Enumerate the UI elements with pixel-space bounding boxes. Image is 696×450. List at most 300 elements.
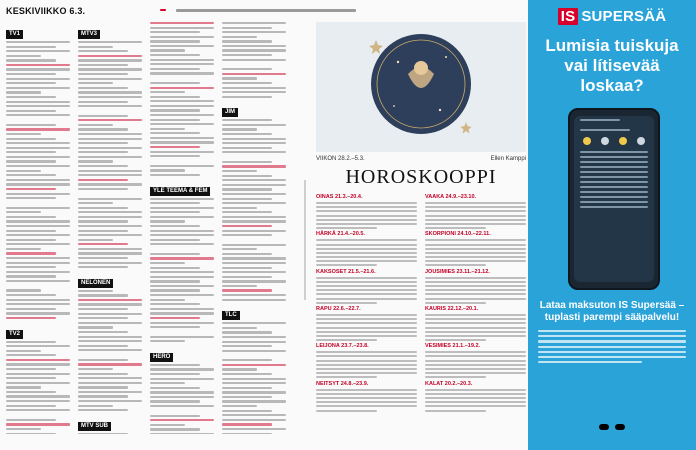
- horoscope-signs: [316, 194, 526, 430]
- listing-text-line: [222, 299, 286, 301]
- listing-text-line: [150, 114, 214, 116]
- listing-text-line: [150, 294, 214, 296]
- listing-text-line: [6, 391, 56, 393]
- listing-text-line: [150, 373, 200, 375]
- horoscope-text-line: [316, 322, 417, 324]
- listing-text-line: [78, 211, 142, 213]
- listing-text-line: [222, 248, 257, 250]
- listing-text-line: [150, 109, 200, 111]
- listing-text-line: [6, 312, 70, 314]
- listing-text-line: [222, 96, 272, 98]
- listing-text-line: [150, 72, 214, 74]
- listing-text-line: [78, 41, 142, 43]
- listing-text-line: [150, 312, 214, 314]
- listing-text-line: [6, 73, 56, 75]
- channel-heading: MTV SUB: [78, 422, 111, 431]
- google-play-badge[interactable]: [615, 424, 625, 430]
- listing-text-line: [222, 285, 257, 287]
- listing-text-line: [78, 138, 142, 140]
- listing-text-line: [78, 409, 128, 411]
- channel-heading: TV2: [6, 330, 23, 339]
- listing-text-line: [6, 234, 70, 236]
- listing-text-line: [6, 188, 56, 190]
- listing-text-line: [78, 198, 142, 200]
- listing-text-line: [78, 262, 142, 264]
- listing-text-line: [150, 137, 214, 139]
- listing-text-line: [78, 165, 128, 167]
- horoscope-text-line: [425, 244, 526, 246]
- listing-text-line: [6, 368, 56, 370]
- listing-text-line: [6, 183, 70, 185]
- listing-text-line: [78, 55, 142, 57]
- horoscope-text-line: [316, 376, 377, 378]
- horoscope-text-line: [425, 318, 526, 320]
- listing-text-line: [6, 156, 70, 158]
- listing-text-line: [150, 27, 214, 29]
- listing-text-line: [150, 54, 200, 56]
- horoscope-text-line: [316, 302, 377, 304]
- listing-text-line: [150, 322, 214, 324]
- listing-text-line: [150, 146, 200, 148]
- listing-text-line: [222, 73, 286, 75]
- listing-text-line: [150, 100, 214, 102]
- listing-text-line: [150, 132, 200, 134]
- listing-spacer: [78, 193, 142, 198]
- horoscope-text-line: [316, 252, 417, 254]
- listing-text-line: [222, 40, 272, 42]
- horoscope-week: VIIKON 28.2.–5.3.: [316, 156, 365, 162]
- channel-heading: YLE TEEMA & FEM: [150, 187, 210, 196]
- listing-text-line: [6, 151, 56, 153]
- listing-text-line: [78, 91, 142, 93]
- horoscope-text-line: [316, 244, 417, 246]
- listing-text-line: [150, 128, 185, 130]
- listing-text-line: [6, 220, 70, 222]
- horoscope-text-line: [425, 368, 526, 370]
- listing-text-line: [78, 373, 128, 375]
- listing-text-line: [222, 151, 286, 153]
- horoscope-text-line: [425, 256, 526, 258]
- listing-text-line: [78, 128, 128, 130]
- listing-text-line: [150, 105, 214, 107]
- channel-heading: JIM: [222, 108, 238, 117]
- horoscope-text-line: [425, 264, 486, 266]
- listing-text-line: [6, 41, 70, 43]
- listing-text-line: [6, 308, 56, 310]
- listing-text-line: [78, 183, 142, 185]
- listing-text-line: [6, 82, 56, 84]
- sign-heading: KALAT 20.2.–20.3.: [425, 380, 473, 387]
- brand-badge: IS: [558, 8, 579, 25]
- listing-text-line: [150, 59, 214, 61]
- listing-text-line: [6, 248, 41, 250]
- listing-text-line: [222, 387, 272, 389]
- listing-text-line: [78, 433, 128, 434]
- horoscope-text-line: [425, 351, 526, 353]
- horoscope-text-line: [316, 339, 377, 341]
- horoscope-text-line: [316, 351, 417, 353]
- listing-text-line: [222, 382, 286, 384]
- horoscope-text-line: [425, 289, 526, 291]
- listing-text-line: [222, 368, 257, 370]
- ad-headline: Lumisia tuiskuja vai lítisevää loskaa?: [545, 36, 679, 95]
- listing-text-line: [222, 202, 286, 204]
- channel-heading: TLC: [222, 311, 240, 320]
- listing-text-line: [78, 395, 128, 397]
- listing-text-line: [6, 138, 56, 140]
- horoscope-text-line: [316, 364, 417, 366]
- horoscope-text-line: [425, 219, 526, 221]
- listing-text-line: [222, 336, 286, 338]
- horoscope-text-line: [316, 401, 417, 403]
- listing-text-line: [150, 45, 214, 47]
- listing-text-line: [150, 280, 200, 282]
- listing-text-line: [222, 36, 257, 38]
- horoscope-text-line: [425, 393, 526, 395]
- listing-text-line: [6, 428, 41, 430]
- ad-brand: [528, 8, 696, 25]
- listing-text-line: [150, 391, 214, 393]
- listing-text-line: [222, 396, 272, 398]
- listing-text-line: [222, 68, 272, 70]
- vertical-print-note: [302, 180, 308, 300]
- cloud-icon: [601, 137, 609, 145]
- horoscope-text-line: [425, 260, 526, 262]
- listing-text-line: [78, 147, 142, 149]
- listing-text-line: [6, 252, 56, 254]
- listing-spacer: [78, 110, 142, 115]
- listing-text-line: [78, 78, 142, 80]
- listing-text-line: [150, 151, 214, 153]
- horoscope-text-line: [425, 331, 526, 333]
- listing-text-line: [222, 198, 272, 200]
- listing-text-line: [222, 341, 286, 343]
- app-store-badge[interactable]: [599, 424, 609, 430]
- listing-text-line: [222, 59, 286, 61]
- sign-heading: OINAS 21.3.–20.4.: [316, 194, 363, 200]
- horoscope-text-line: [425, 364, 526, 366]
- listing-text-line: [78, 345, 128, 347]
- listing-text-line: [150, 400, 200, 402]
- horoscope-text-line: [425, 405, 526, 407]
- listing-text-line: [150, 174, 200, 176]
- listing-text-line: [150, 230, 214, 232]
- listing-text-line: [6, 405, 56, 407]
- listing-text-line: [222, 327, 257, 329]
- listing-text-line: [150, 211, 200, 213]
- supersaa-ad[interactable]: [528, 0, 696, 450]
- listing-text-line: [78, 156, 142, 158]
- horoscope-text-line: [425, 206, 526, 208]
- horoscope-text-line: [316, 389, 417, 391]
- horoscope-text-line: [316, 410, 377, 412]
- listing-text-line: [222, 220, 286, 222]
- listing-text-line: [78, 368, 113, 370]
- listing-text-line: [6, 165, 70, 167]
- sign-heading: SKORPIONI 24.10.–22.11.: [425, 231, 491, 238]
- listing-text-line: [78, 230, 128, 232]
- listing-text-line: [222, 423, 272, 425]
- listing-text-line: [222, 128, 257, 130]
- sign-heading: VESIMIES 21.1.–19.2.: [425, 343, 481, 350]
- listing-text-line: [6, 243, 70, 245]
- horoscope-text-line: [425, 389, 526, 391]
- horoscope-text-line: [425, 281, 526, 283]
- horoscope-logo: HOROSKOOPPI: [345, 166, 497, 188]
- listing-text-line: [150, 220, 185, 222]
- horoscope-text-line: [316, 260, 417, 262]
- listing-text-line: [6, 160, 56, 162]
- listing-text-line: [222, 294, 286, 296]
- listing-text-line: [150, 303, 200, 305]
- listing-text-line: [6, 193, 70, 195]
- horoscope-text-line: [425, 210, 526, 212]
- horoscope-section: [316, 22, 526, 437]
- horoscope-text-line: [316, 239, 417, 241]
- horoscope-text-line: [316, 405, 417, 407]
- listing-text-line: [222, 289, 272, 291]
- horoscope-text-line: [316, 264, 377, 266]
- listing-text-line: [150, 424, 185, 426]
- listing-text-line: [150, 234, 214, 236]
- listing-text-line: [6, 91, 41, 93]
- listing-text-line: [6, 294, 56, 296]
- listing-text-line: [222, 280, 286, 282]
- listing-text-line: [6, 275, 56, 277]
- listing-column-3: [150, 22, 214, 434]
- listing-text-line: [78, 68, 142, 70]
- listing-text-line: [6, 289, 41, 291]
- listing-text-line: [6, 433, 56, 434]
- listing-text-line: [78, 239, 113, 241]
- horoscope-text-line: [425, 355, 526, 357]
- listing-text-line: [222, 359, 272, 361]
- listing-text-line: [78, 340, 142, 342]
- listing-text-line: [78, 151, 128, 153]
- horoscope-text-line: [316, 289, 417, 291]
- listing-text-line: [222, 419, 286, 421]
- listing-text-line: [78, 290, 113, 292]
- channel-heading: MTV3: [78, 30, 100, 39]
- listing-text-line: [150, 22, 214, 24]
- horoscope-text-line: [316, 314, 417, 316]
- listing-text-line: [222, 179, 286, 181]
- listing-text-line: [78, 359, 128, 361]
- listing-text-line: [6, 262, 70, 264]
- listing-text-line: [6, 386, 41, 388]
- listing-text-line: [150, 428, 200, 430]
- horoscope-illustration: [316, 22, 526, 152]
- listing-text-line: [150, 82, 200, 84]
- listing-text-line: [222, 82, 272, 84]
- listing-text-line: [150, 433, 214, 434]
- listing-text-line: [6, 373, 70, 375]
- listing-text-line: [6, 142, 70, 144]
- page-title: KESKIVIIKKO 6.3.: [6, 6, 86, 16]
- listing-text-line: [150, 262, 185, 264]
- listing-text-line: [222, 22, 286, 24]
- horoscope-text-line: [425, 239, 526, 241]
- horoscope-text-line: [425, 410, 486, 412]
- ad-body: [538, 330, 686, 366]
- horoscope-text-line: [425, 298, 526, 300]
- horoscope-text-line: [425, 339, 486, 341]
- listing-text-line: [150, 119, 200, 121]
- listing-text-line: [6, 377, 56, 379]
- listing-text-line: [78, 207, 128, 209]
- listing-text-line: [78, 170, 142, 172]
- listing-text-line: [78, 188, 128, 190]
- listing-text-line: [150, 123, 214, 125]
- listing-text-line: [222, 373, 272, 375]
- listing-text-line: [150, 40, 200, 42]
- horoscope-text-line: [316, 281, 417, 283]
- horoscope-text-line: [316, 285, 417, 287]
- listing-text-line: [150, 96, 200, 98]
- listing-text-line: [78, 82, 113, 84]
- horoscope-text-line: [425, 322, 526, 324]
- listing-text-line: [6, 64, 70, 66]
- listing-text-line: [78, 46, 113, 48]
- listing-text-line: [6, 46, 56, 48]
- listing-text-line: [6, 239, 56, 241]
- listing-text-line: [6, 216, 56, 218]
- ad-call-to-action: Lataa maksuton IS Supersää – tuplasti parempi sääpalvelu!: [539, 300, 685, 323]
- horoscope-text-line: [425, 314, 526, 316]
- horoscope-text-line: [316, 202, 417, 204]
- listing-spacer: [6, 202, 70, 207]
- listing-text-line: [150, 419, 214, 421]
- horoscope-text-line: [316, 372, 417, 374]
- listing-text-line: [222, 225, 272, 227]
- listing-text-line: [222, 253, 272, 255]
- listing-text-line: [6, 419, 56, 421]
- listing-text-line: [6, 110, 56, 112]
- listing-text-line: [150, 396, 214, 398]
- horoscope-text-line: [425, 277, 526, 279]
- listing-text-line: [150, 165, 214, 167]
- horoscope-text-line: [316, 223, 417, 225]
- listing-column-4: [222, 22, 286, 434]
- listing-text-line: [222, 124, 286, 126]
- listing-text-line: [222, 45, 286, 47]
- listing-text-line: [150, 225, 200, 227]
- listing-text-line: [6, 55, 41, 57]
- listing-text-line: [150, 169, 185, 171]
- horoscope-text-line: [316, 293, 417, 295]
- horoscope-text-line: [316, 331, 417, 333]
- horoscope-text-line: [316, 327, 417, 329]
- listing-text-line: [78, 317, 128, 319]
- listing-text-line: [150, 239, 200, 241]
- listing-text-line: [222, 345, 272, 347]
- listing-text-line: [78, 115, 128, 117]
- listing-text-line: [78, 234, 142, 236]
- horoscope-text-line: [425, 372, 526, 374]
- listing-text-line: [222, 31, 286, 33]
- horoscope-text-line: [316, 335, 417, 337]
- listing-text-line: [78, 179, 128, 181]
- listing-text-line: [150, 382, 185, 384]
- listing-text-line: [150, 207, 214, 209]
- listing-text-line: [150, 198, 214, 200]
- listing-text-line: [222, 331, 272, 333]
- listing-text-line: [6, 409, 70, 411]
- brand-name: SUPERSÄÄ: [581, 8, 667, 25]
- listing-text-line: [150, 87, 214, 89]
- listing-text-line: [78, 64, 128, 66]
- listing-text-line: [78, 119, 142, 121]
- listing-text-line: [6, 280, 70, 282]
- listing-text-line: [222, 91, 286, 93]
- horoscope-text-line: [425, 252, 526, 254]
- strip-text-line: [176, 9, 356, 12]
- listing-text-line: [222, 161, 272, 163]
- sun-icon: [583, 137, 591, 145]
- listing-text-line: [150, 141, 214, 143]
- horoscope-text-line: [425, 302, 486, 304]
- listing-text-line: [78, 266, 128, 268]
- listing-text-line: [6, 317, 56, 319]
- sign-heading: KAURIS 22.12.–20.1.: [425, 305, 479, 312]
- listing-text-line: [6, 128, 70, 130]
- listing-text-line: [6, 124, 56, 126]
- horoscope-text-line: [316, 219, 417, 221]
- strip-badge: [160, 9, 166, 11]
- listing-text-line: [78, 303, 142, 305]
- horoscope-text-line: [425, 285, 526, 287]
- sign-heading: LEIJONA 23.7.–23.8.: [316, 343, 369, 350]
- horoscope-column-left: [316, 194, 417, 430]
- listing-text-line: [6, 299, 70, 301]
- listing-text-line: [6, 230, 56, 232]
- cloud-icon: [637, 137, 645, 145]
- listing-text-line: [6, 400, 70, 402]
- listing-text-line: [78, 87, 128, 89]
- listing-text-line: [78, 252, 142, 254]
- listing-text-line: [222, 170, 257, 172]
- horoscope-text-line: [425, 293, 526, 295]
- listing-text-line: [222, 433, 272, 434]
- horoscope-text-line: [425, 376, 486, 378]
- listing-text-line: [78, 59, 142, 61]
- listing-text-line: [222, 400, 286, 402]
- listing-text-line: [150, 253, 200, 255]
- listing-text-line: [78, 313, 142, 315]
- horoscope-text-line: [316, 355, 417, 357]
- listing-text-line: [6, 271, 70, 273]
- horoscope-text-line: [316, 368, 417, 370]
- listing-text-line: [222, 87, 286, 89]
- horoscope-text-line: [425, 202, 526, 204]
- listing-text-line: [78, 96, 142, 98]
- sign-heading: NEITSYT 24.8.–23.9.: [316, 380, 369, 387]
- listing-spacer: [150, 331, 214, 336]
- listing-text-line: [222, 364, 286, 366]
- listing-text-line: [150, 31, 200, 33]
- listing-text-line: [78, 294, 128, 296]
- listing-text-line: [150, 202, 200, 204]
- listing-text-line: [222, 391, 286, 393]
- horoscope-text-line: [425, 360, 526, 362]
- listing-text-line: [6, 174, 56, 176]
- listing-text-line: [222, 428, 286, 430]
- listing-text-line: [6, 114, 70, 116]
- header-strip: [160, 5, 520, 15]
- listing-text-line: [150, 387, 200, 389]
- listing-text-line: [6, 211, 41, 213]
- listing-text-line: [6, 257, 70, 259]
